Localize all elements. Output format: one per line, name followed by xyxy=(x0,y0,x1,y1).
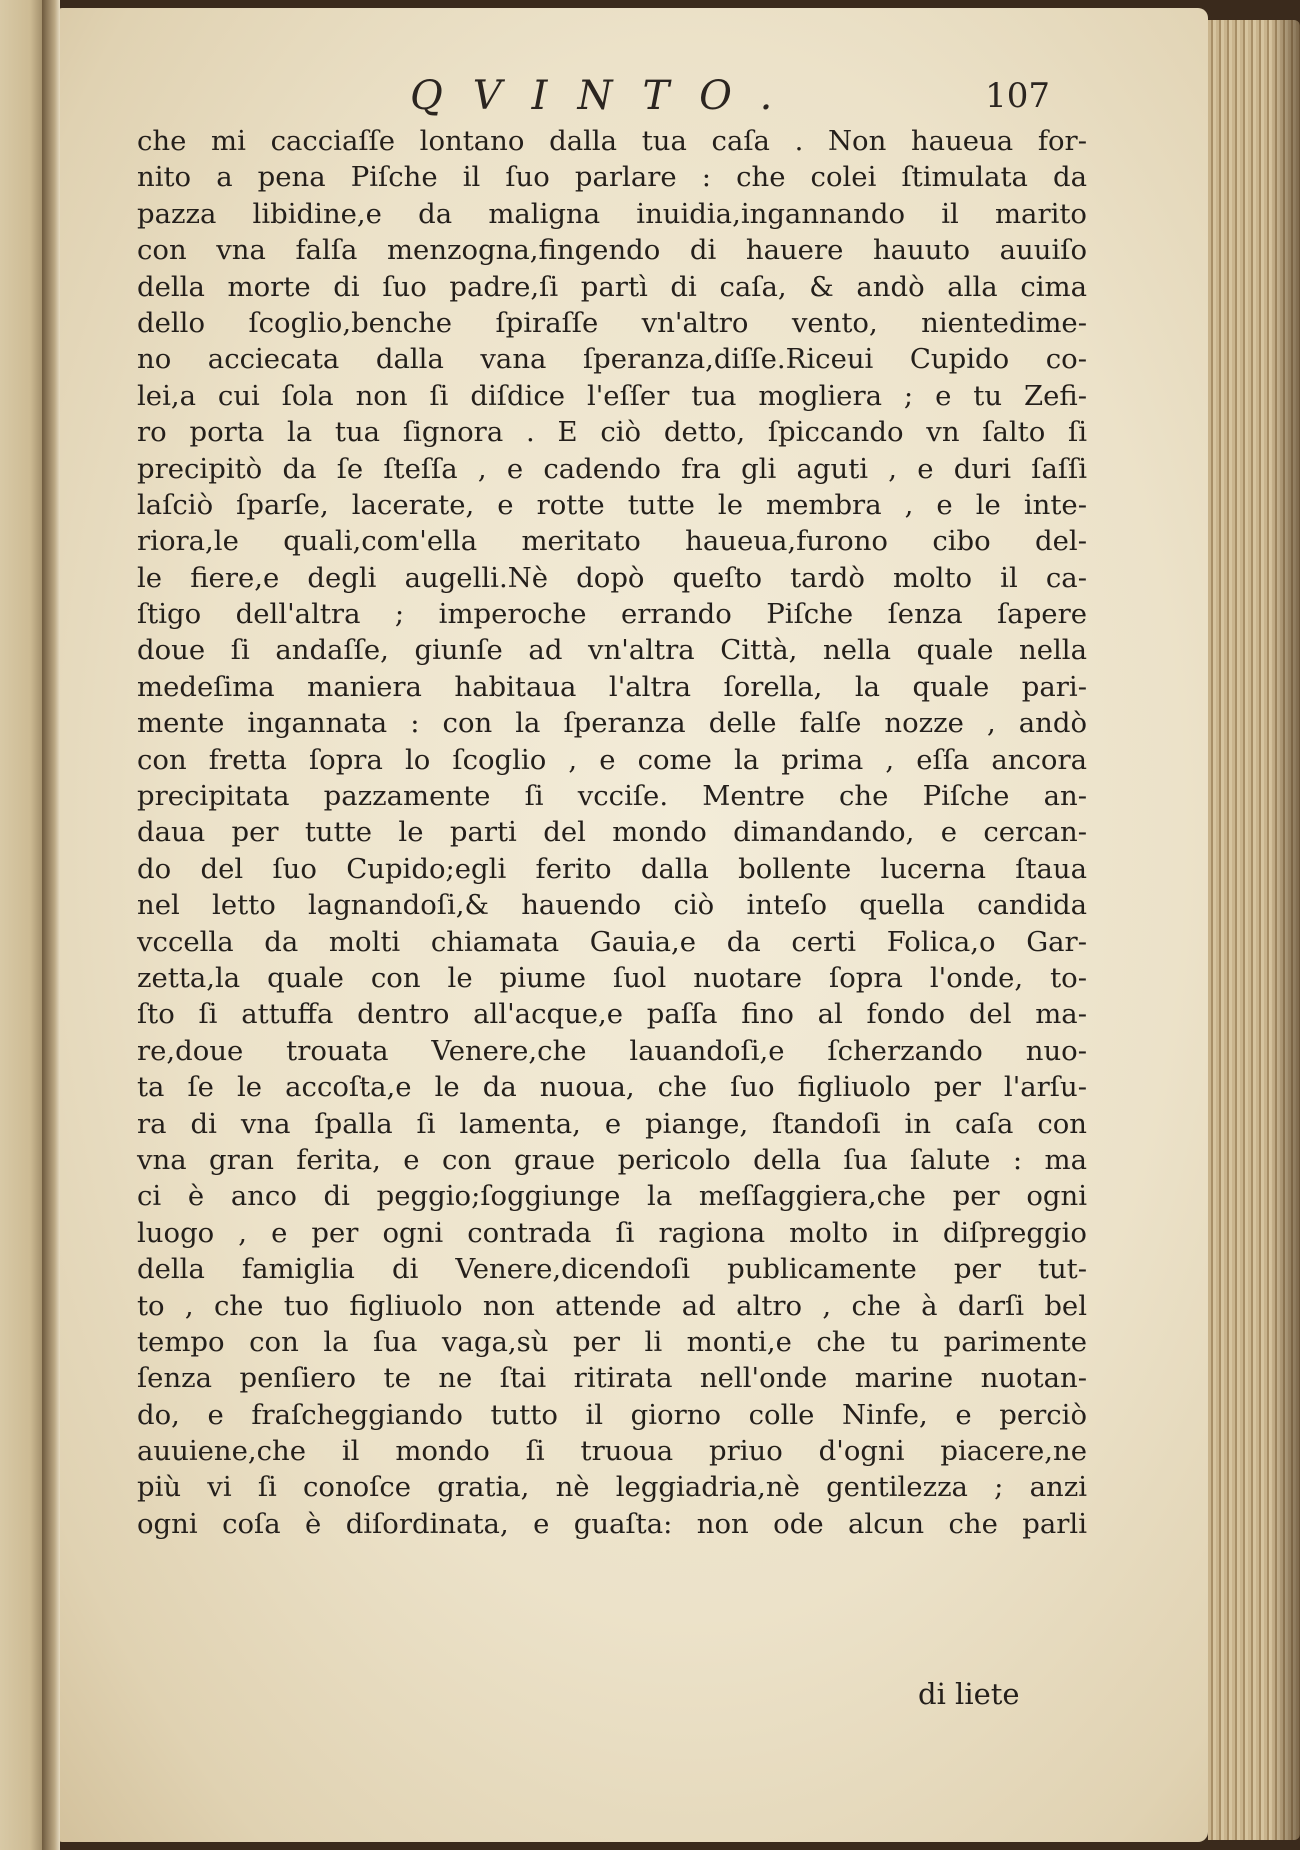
text-line: ra di vna ſpalla ſi lamenta, e piange, ſtandoſi in caſa con xyxy=(137,1107,1087,1140)
text-line: re,doue trouata Venere,che lauandoſi,e ſcherzando nuo- xyxy=(137,1034,1087,1067)
text-line: ta ſe le accoſta,e le da nuoua, che ſuo figliuolo per l'arſu- xyxy=(137,1071,1087,1104)
text-line: luogo , e per ogni contrada ſi ragiona molto in diſpreggio xyxy=(137,1216,1087,1249)
text-line: medeſima maniera habitaua l'altra ſorella, la quale pari- xyxy=(137,670,1087,703)
text-line: precipitata pazzamente ſi vcciſe. Mentre che Piſche an- xyxy=(137,780,1087,813)
text-line: vccella da molti chiamata Gauia,e da certi Folica,o Gar- xyxy=(137,925,1087,958)
text-line: ſenza penſiero te ne ſtai ritirata nell'onde marine nuotan- xyxy=(137,1362,1087,1395)
text-line: ſtigo dell'altra ; imperoche errando Piſche ſenza ſapere xyxy=(137,598,1087,631)
running-head: QVINTO. xyxy=(410,73,803,119)
text-line: ſto ſi attuffa dentro all'acque,e paſſa fino al fondo del ma- xyxy=(137,998,1087,1031)
text-line: più vi ſi conoſce gratia, nè leggiadria,nè gentilezza ; anzi xyxy=(137,1471,1087,1504)
text-line: della morte di ſuo padre,ſi partì di caſa, & andò alla cima xyxy=(137,270,1087,303)
text-line: con vna falſa menzogna,fingendo di hauere hauuto auuiſo xyxy=(137,234,1087,267)
text-line: to , che tuo figliuolo non attende ad altro , che à darſi bel xyxy=(137,1289,1087,1322)
text-line: ogni coſa è diſordinata, e guaſta: non ode alcun che parli xyxy=(137,1507,1087,1540)
page-header xyxy=(70,73,1070,119)
page-number: 107 xyxy=(985,76,1050,116)
catchword: di liete xyxy=(918,1677,1020,1711)
text-line: riora,le quali,com'ella meritato haueua,furono cibo del- xyxy=(137,525,1087,558)
text-line: daua per tutte le parti del mondo dimandando, e cercan- xyxy=(137,816,1087,849)
text-line: nito a pena Piſche il ſuo parlare : che colei ſtimulata da xyxy=(137,161,1087,194)
text-line: dello ſcoglio,benche ſpiraſſe vn'altro vento, nientedime- xyxy=(137,306,1087,339)
text-line: laſciò ſparſe, lacerate, e rotte tutte le membra , e le inte- xyxy=(137,488,1087,521)
text-line: tempo con la ſua vaga,sù per li monti,e che tu parimente xyxy=(137,1325,1087,1358)
text-line: zetta,la quale con le piume ſuol nuotare ſopra l'onde, to- xyxy=(137,961,1087,994)
text-line: mente ingannata : con la ſperanza delle falſe nozze , andò xyxy=(137,707,1087,740)
text-line: do del ſuo Cupido;egli ferito dalla bollente lucerna ſtaua xyxy=(137,852,1087,885)
text-line: le fiere,e degli augelli.Nè dopò queſto tardò molto il ca- xyxy=(137,561,1087,594)
text-line: con fretta ſopra lo ſcoglio , e come la prima , eſſa ancora xyxy=(137,743,1087,776)
text-line: no acciecata dalla vana ſperanza,diſſe.Riceui Cupido co- xyxy=(137,343,1087,376)
text-line: ci è anco di peggio;ſoggiunge la meſſaggiera,che per ogni xyxy=(137,1180,1087,1213)
text-line: doue ſi andaſſe, giunſe ad vn'altra Città, nella quale nella xyxy=(137,634,1087,667)
text-line: nel letto lagnandoſi,& hauendo ciò inteſo quella candida xyxy=(137,889,1087,922)
text-line: vna gran ferita, e con graue pericolo della ſua ſalute : ma xyxy=(137,1143,1087,1176)
text-line: precipitò da ſe ſteſſa , e cadendo fra gli aguti , e duri ſaſſi xyxy=(137,452,1087,485)
text-line: che mi cacciaſſe lontano dalla tua caſa . Non haueua for- xyxy=(137,125,1087,157)
book-gutter xyxy=(42,0,60,1850)
text-line: pazza libidine,e da maligna inuidia,ingannando il marito xyxy=(137,197,1087,230)
text-line: auuiene,che il mondo ſi truoua priuo d'ogni piacere,ne xyxy=(137,1435,1087,1468)
text-line: ro porta la tua ſignora . E ciò detto, ſpiccando vn ſalto ſi xyxy=(137,416,1087,449)
page-stack-edges xyxy=(1208,20,1300,1840)
body-text xyxy=(137,123,1087,1542)
text-line: do, e fraſcheggiando tutto il giorno colle Ninfe, e perciò xyxy=(137,1398,1087,1431)
text-line: della famiglia di Venere,dicendoſi publicamente per tut- xyxy=(137,1253,1087,1286)
text-line: lei,a cui ſola non ſi diſdice l'eſſer tua mogliera ; e tu Zefi- xyxy=(137,379,1087,412)
